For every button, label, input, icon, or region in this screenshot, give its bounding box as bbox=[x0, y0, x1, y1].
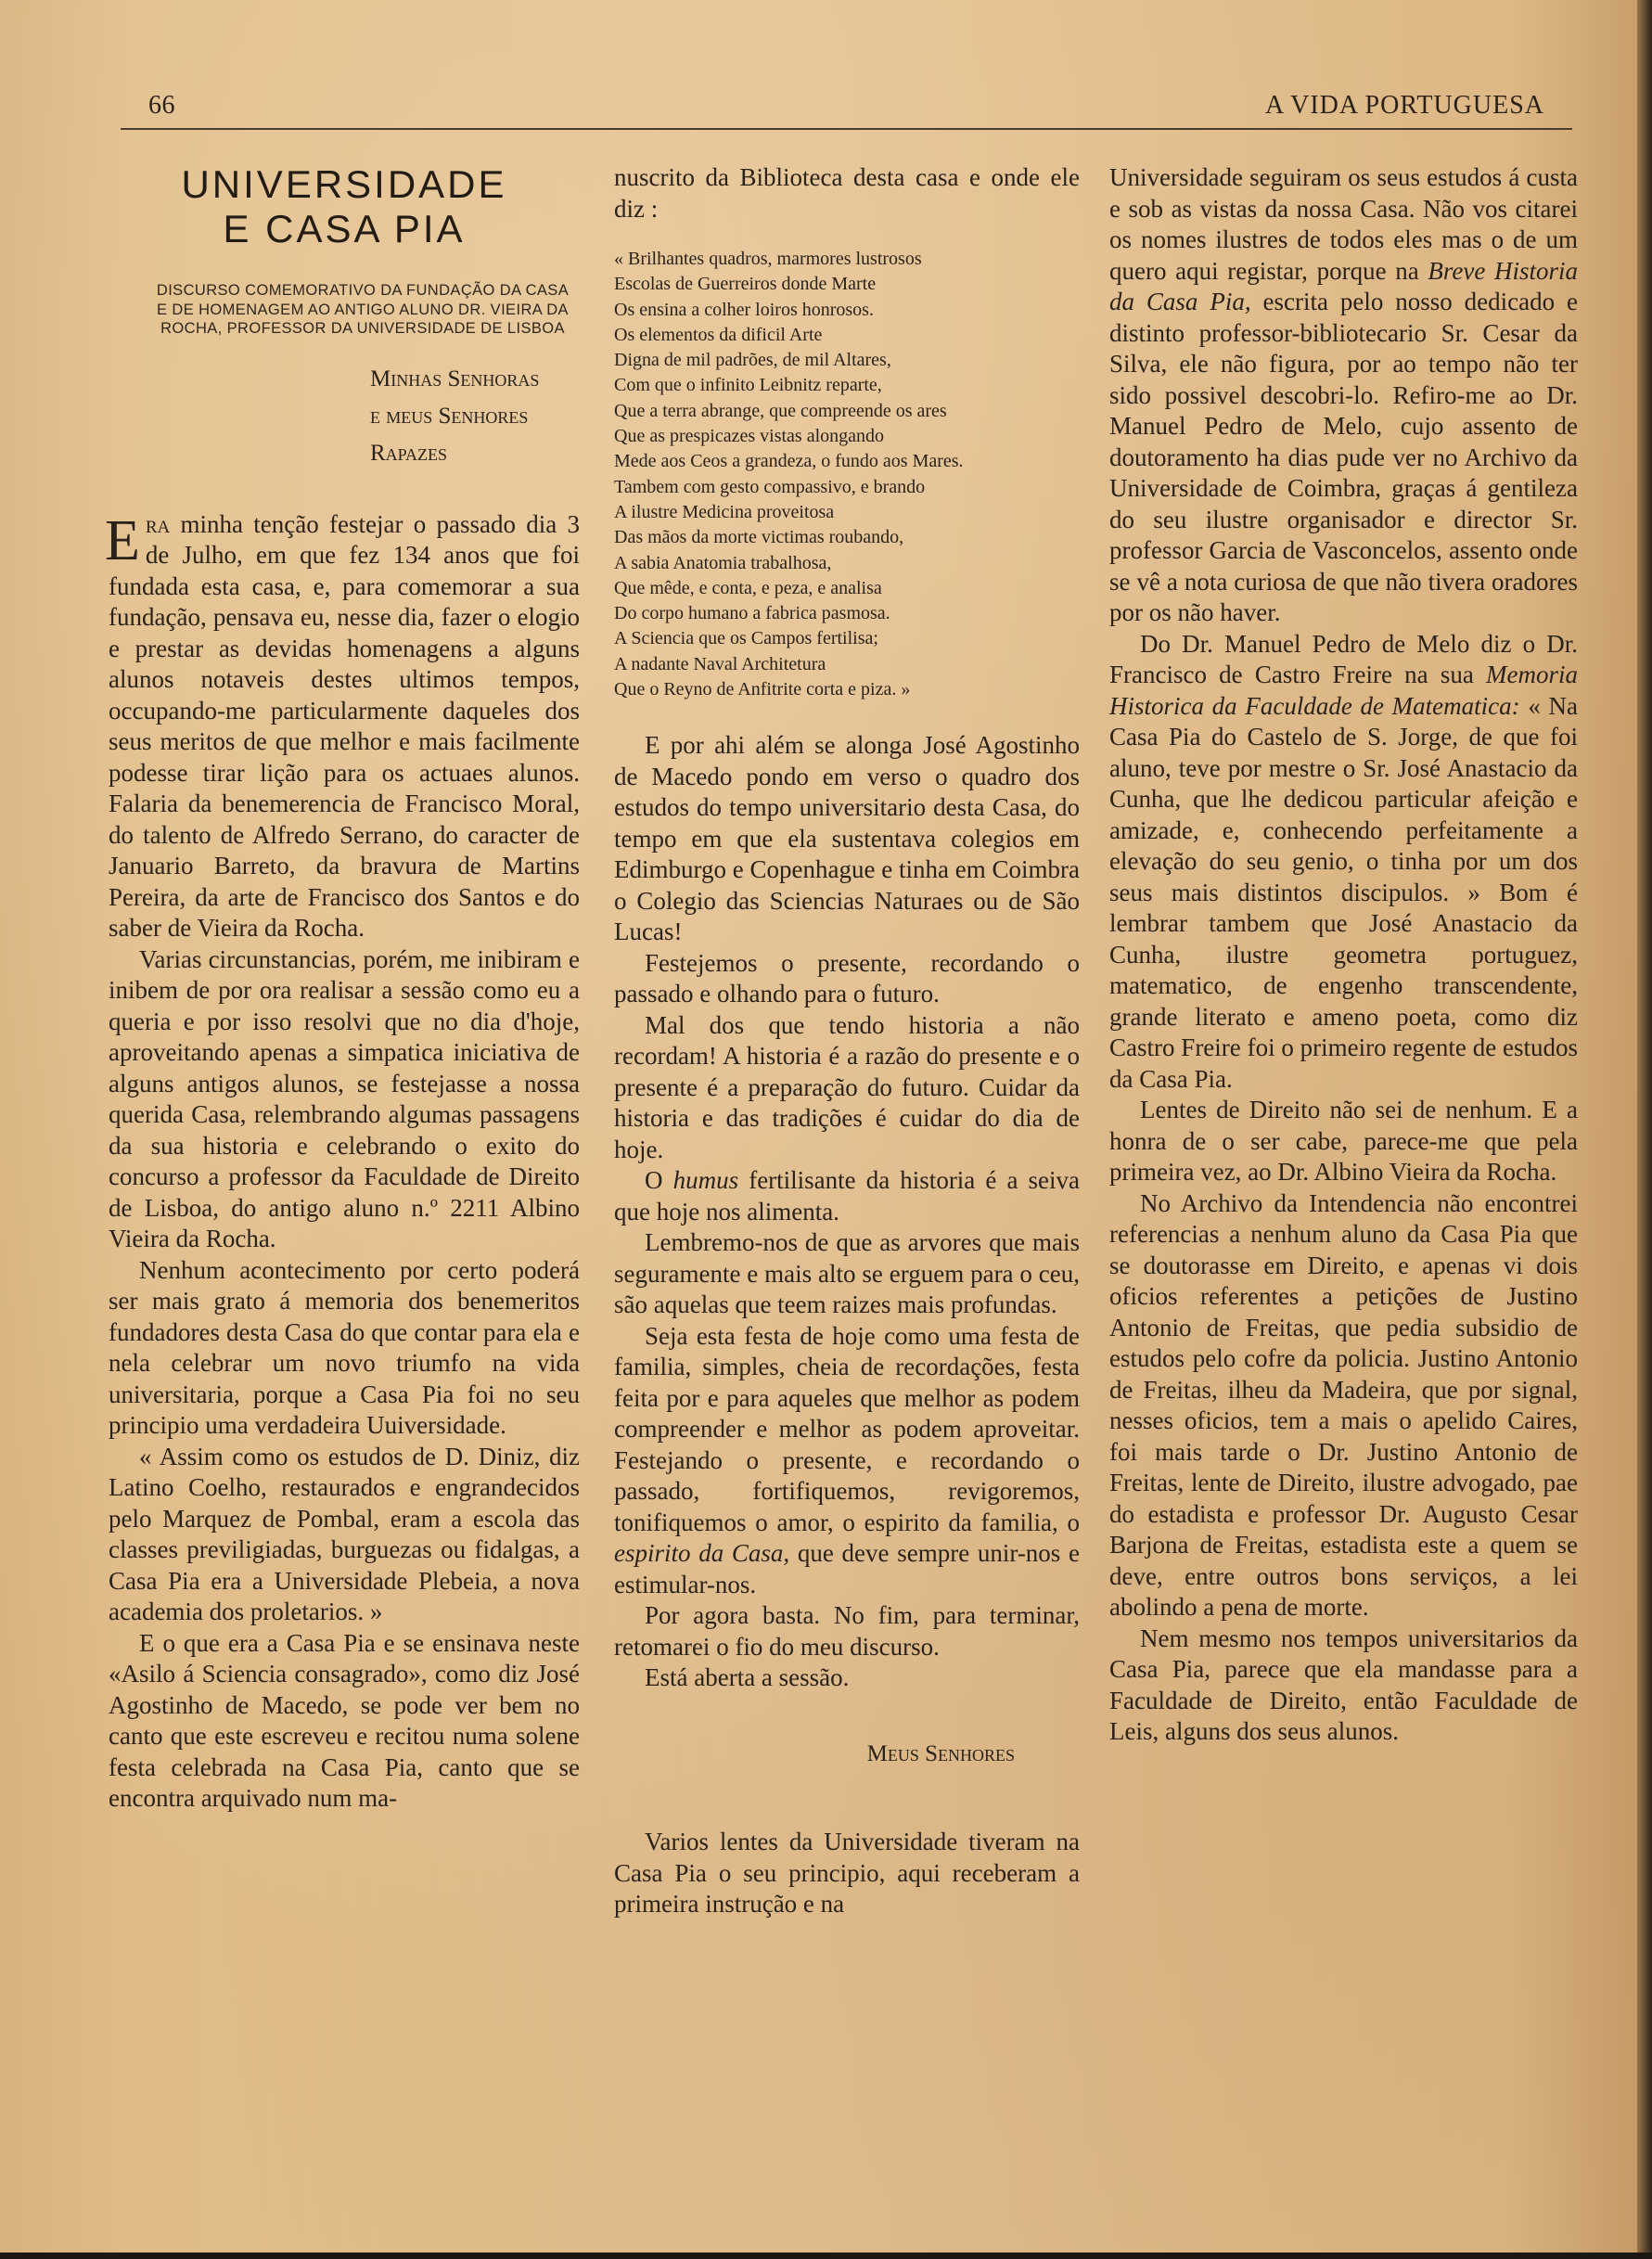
drop-cap: E bbox=[105, 508, 140, 572]
text: Do Dr. Manuel Pedro de Melo diz o Dr. Francisco de Castro Freire na sua bbox=[1109, 629, 1578, 688]
section-heading: Meus Senhores bbox=[866, 1740, 1015, 1766]
salutation-line: Minhas Senhoras bbox=[370, 366, 540, 391]
poem-quote bbox=[614, 247, 1080, 702]
paragraph: « Assim como os estudos de D. Diniz, diz Latino Coelho, restaurados e engrandecidos pelo Marquez de Pombal, eram a escola das classes previligiadas, burguezas ou fidalgas, a Casa Pia era a Universidade Plebeia, a nova academia dos proletarios. » bbox=[109, 1442, 580, 1625]
poem-line: Os ensina a colher loiros honrosos. bbox=[614, 299, 874, 320]
text: escrita pelo nosso dedicado e distinto professor-bibliotecario Sr. Cesar da Silva, ele não figura, por ao tempo não ter sido possivel descobri-lo. Refiro-me ao Dr. Manuel Pedro de Melo, cujo assento de doutoramento ha dias pude ver no Archivo da Universidade de Coimbra, graças á gentileza do seu ilustre organisador e director Sr. professor Garcia de Vasconcelos, assento onde se vê a nota curiosa de que não tivera oradores por os não haver. bbox=[1109, 288, 1578, 626]
column-3 bbox=[1109, 162, 1578, 1748]
italic-text: Memoria Historica da Faculdade de Matematica: bbox=[1109, 661, 1578, 720]
paragraph: Festejemos o presente, recordando o passado e olhando para o futuro. bbox=[614, 948, 1080, 1008]
column-2 bbox=[614, 162, 1080, 1920]
poem-line: Do corpo humano a fabrica pasmosa. bbox=[614, 603, 890, 624]
poem-line: Digna de mil padrões, de mil Altares, bbox=[614, 350, 891, 371]
paragraph: nuscrito da Biblioteca desta casa e onde ele diz : bbox=[614, 163, 1080, 223]
column-1 bbox=[105, 162, 580, 1815]
text: Universidade seguiram os seus estudos á custa e sob as vistas da nossa Casa. Não vos citarei os nomes ilustres de todos eles mas o de um quero aqui registar, porque na bbox=[1109, 163, 1578, 285]
italic-text: espirito da Casa, bbox=[614, 1539, 790, 1568]
paragraph: Lentes de Direito não sei de nenhum. E a honra de o ser cabe, parece-me que pela primeira vez, ao Dr. Albino Vieira da Rocha. bbox=[1109, 1096, 1578, 1186]
title-line-1: UNIVERSIDADE bbox=[181, 162, 507, 206]
poem-line: Com que o infinito Leibnitz reparte, bbox=[614, 375, 882, 396]
poem-line: Tambem com gesto compassivo, e brando bbox=[614, 476, 926, 497]
paragraph bbox=[105, 508, 580, 944]
paragraph bbox=[614, 1165, 1080, 1227]
poem-line: « Brilhantes quadros, marmores lustrosos bbox=[614, 249, 922, 269]
running-title: A VIDA PORTUGUESA bbox=[1264, 91, 1544, 120]
poem-line: Escolas de Guerreiros donde Marte bbox=[614, 274, 877, 295]
paragraph: Está aberta a sessão. bbox=[645, 1663, 850, 1692]
poem-line: Das mãos da morte victimas roubando, bbox=[614, 527, 904, 548]
salutation-line: e meus Senhores bbox=[370, 403, 529, 429]
paragraph: Nenhum acontecimento por certo poderá ser mais grato á memoria dos benemeritos fundadores desta Casa do que contar para ela e nela celebrar um novo triumfo na vida universitaria, porque a Casa Pia foi no seu principio uma verdadeira Uuiversidade. bbox=[109, 1255, 580, 1439]
paragraph: Varias circunstancias, porém, me inibiram e inibem de por ora realisar a sessão como eu a queria e por isso resolvi que no dia d'hoje, aproveitando apenas a simpatica iniciativa de alguns antigos alunos, se festejasse a nossa querida Casa, relembrando algumas passagens da sua historia e celebrando o exito do concurso a professor da Faculdade de Direito de Lisboa, do antigo aluno n.º 2211 Albino Vieira da Rocha. bbox=[109, 944, 580, 1252]
page-edge-bottom bbox=[0, 2253, 1652, 2259]
text: que deve sempre unir-nos e estimular-nos. bbox=[614, 1539, 1080, 1598]
text: fertilisante da historia é a seiva que hoje nos alimenta. bbox=[614, 1166, 1080, 1226]
poem-line: Que a terra abrange, que compreende os ares bbox=[614, 400, 947, 421]
poem-line: A Sciencia que os Campos fertilisa; bbox=[614, 628, 878, 649]
paragraph: Por agora basta. No fim, para terminar, retomarei o fio do meu discurso. bbox=[614, 1601, 1080, 1661]
page-header bbox=[148, 91, 1572, 128]
paragraph bbox=[614, 1321, 1080, 1601]
page-number: 66 bbox=[148, 91, 175, 120]
paragraph: No Archivo da Intendencia não encontrei referencias a nenhum aluno da Casa Pia que se doutorasse em Direito, e apenas vi dois oficios referentes a petições de Justino Antonio de Freitas, que pedia subsidio de estudos pelo cofre da policia. Justino Antonio de Freitas, ilheu da Madeira, que por signal, nesses oficios, tem a mais o apelido Caires, foi mais tarde o Dr. Justino Antonio de Freitas, lente de Direito, ilustre advogado, pae do estadista e professor Dr. Augusto Cesar Barjona de Freitas, estadista este a quem se deve, entre outros bons serviços, a lei abolindo a pena de morte. bbox=[1109, 1188, 1578, 1621]
poem-line: A sabia Anatomia trabalhosa, bbox=[614, 552, 832, 573]
text: O bbox=[645, 1166, 673, 1195]
paragraph-text: minha tenção festejar o passado dia 3 de Julho, em que fez 134 anos que foi fundada esta casa, e, para comemorar a sua fundação, pensava eu, nesse dia, fazer o elogio e prestar as devidas homenagens a alguns alunos notaveis destes ultimos tempos, occupando-me particularmente daqueles dos seus meritos de que melhor e mais facilmente podesse tirar lição para os actuaes alunos. Falaria da benemerencia de Francisco Moral, do talento de Alfredo Serrano, do caracter de Januario Barreto, da bravura de Martins Pereira, da arte de Francisco dos Santos e do saber de Vieira da Rocha. bbox=[109, 509, 580, 942]
paragraph: E o que era a Casa Pia e se ensinava neste «Asilo á Sciencia consagrado», como diz José Agostinho de Macedo, se pode ver bem no canto que este escreveu e recitou numa solene festa celebrada na Casa Pia, canto que se encontra arquivado num ma- bbox=[109, 1628, 580, 1812]
poem-line: A nadante Naval Architetura bbox=[614, 653, 826, 674]
article-title bbox=[109, 162, 580, 251]
article-subtitle: DISCURSO COMEMORATIVO DA FUNDAÇÃO DA CASA E DE HOMENAGEM AO ANTIGO ALUNO DR. VIEIRA DA ROCHA, PROFESSOR DA UNIVERSIDADE DE LISBOA bbox=[156, 282, 570, 337]
poem-line: Mede aos Ceos a grandeza, o fundo aos Mares. bbox=[614, 451, 964, 472]
poem-line: A ilustre Medicina proveitosa bbox=[614, 501, 835, 522]
poem-line: Os elementos da dificil Arte bbox=[614, 324, 823, 345]
salutation bbox=[370, 361, 580, 472]
poem-line: Que as prespicazes vistas alongando bbox=[614, 426, 885, 447]
paragraph: Nem mesmo nos tempos universitarios da Casa Pia, parece que ela mandasse para a Faculdade de Direito, então Faculdade de Leis, alguns dos seus alunos. bbox=[1109, 1624, 1578, 1745]
poem-line: Que o Reyno de Anfitrite corta e piza. » bbox=[614, 679, 911, 700]
paragraph bbox=[1109, 162, 1578, 629]
salutation-line: Rapazes bbox=[370, 440, 448, 466]
italic-text: humus bbox=[672, 1166, 739, 1195]
paragraph: E por ahi além se alonga José Agostinho de Macedo pondo em verso o quadro dos estudos do tempo universitario desta Casa, do tempo em que ela sustentava colegios em Edimburgo e Copenhague e tinha em Coimbra o Colegio das Sciencias Naturaes ou de São Lucas! bbox=[614, 731, 1080, 946]
text: Seja esta festa de hoje como uma festa de familia, simples, cheia de recordações, festa feita por e para aqueles que melhor as podem compreender e melhor as podem aproveitar. Festejando o presente, e recordando o passado, fortifiquemos, revigoremos, tonifiquemos o amor, o espirito da familia, o bbox=[614, 1321, 1080, 1536]
text: « Na Casa Pia do Castelo de S. Jorge, de que foi aluno, teve por mestre o Sr. José Anastacio da Cunha, que lhe dedicou particular afeição e amizade, e, conhecendo perfeitamente a elevação do seu genio, o tinha por um dos seus mais distintos discipulos. » Bom é lembrar tambem que José Anastacio da Cunha, ilustre geometra portuguez, matematico, de engenho transcendente, grande literato e ameno poeta, como diz Castro Freire foi o primeiro regente de estudos da Casa Pia. bbox=[1109, 691, 1578, 1093]
title-line-2: E CASA PIA bbox=[223, 207, 466, 250]
paragraph: Varios lentes da Universidade tiveram na Casa Pia o seu principio, aqui receberam a primeira instrução e na bbox=[614, 1828, 1080, 1919]
italic-text: Breve Historia da Casa Pia, bbox=[1109, 256, 1578, 315]
drop-cap-rest: ra bbox=[145, 509, 171, 538]
paragraph: Mal dos que tendo historia a não recordam! A historia é a razão do presente e o presente é a preparação do futuro. Cuidar da historia e das tradições é cuidar do dia de hoje. bbox=[614, 1010, 1080, 1163]
paragraph: Lembremo-nos de que as arvores que mais seguramente e mais alto se erguem para o ceu, são aquelas que teem raizes mais profundas. bbox=[614, 1228, 1080, 1319]
header-rule bbox=[121, 128, 1572, 130]
poem-line: Que mêde, e conta, e peza, e analisa bbox=[614, 577, 882, 598]
page-edge-shadow bbox=[1637, 0, 1652, 2259]
paragraph bbox=[1109, 629, 1578, 1096]
